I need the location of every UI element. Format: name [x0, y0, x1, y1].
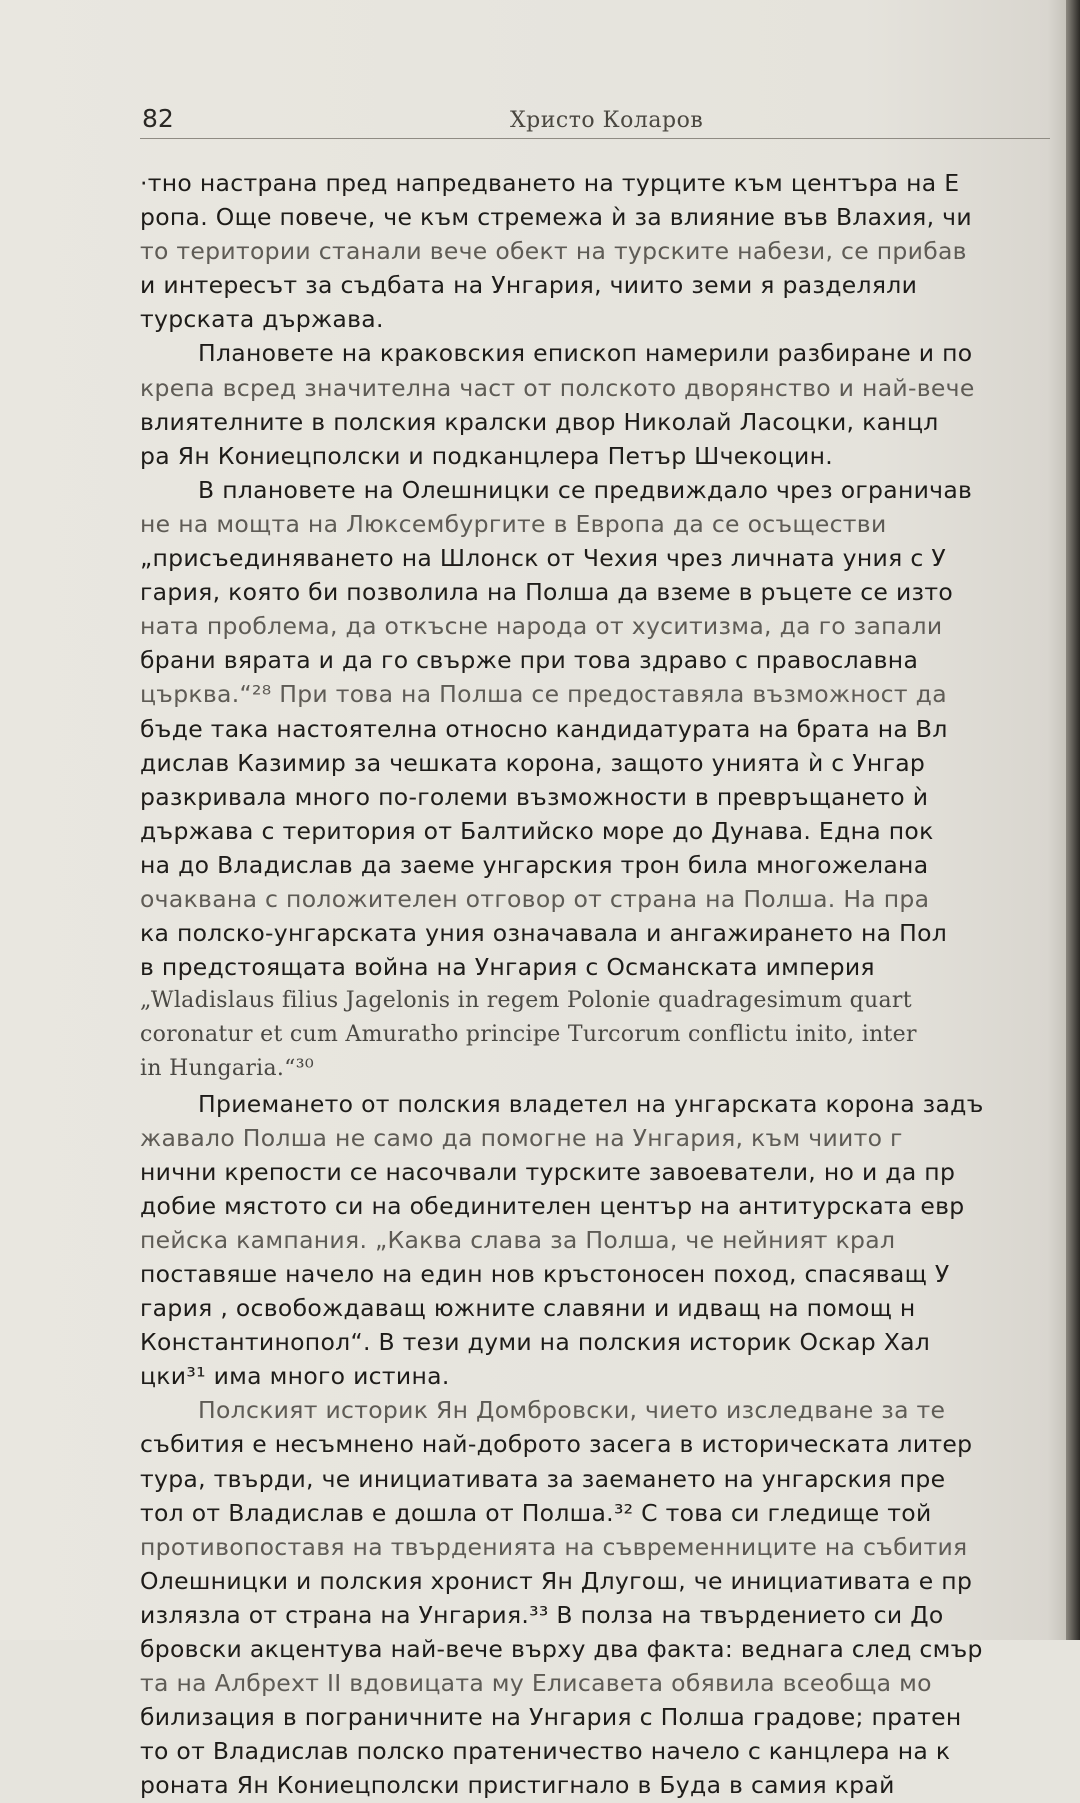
body-text — [140, 166, 1060, 1803]
text-line: та на Албрехт II вдовицата му Елисавета обявила всеобща мо — [140, 1669, 932, 1698]
text-line: Полският историк Ян Домбровски, чието изследване за те — [198, 1396, 946, 1425]
text-line: Константинопол“. В тези думи на полския историк Оскар Хал — [140, 1328, 931, 1357]
text-line: цки³¹ има много истина. — [140, 1362, 450, 1391]
text-line: пейска кампания. „Каква слава за Полша, че нейният крал — [140, 1225, 896, 1254]
text-line: брани вярата и да го свърже при това здраво с православна — [140, 646, 919, 675]
page-number: 82 — [142, 104, 174, 133]
text-line: роната Ян Кониецполски пристигнало в Буда в самия край — [140, 1771, 895, 1800]
text-line: очаквана с положителен отговор от страна на Полша. На пра — [140, 884, 930, 913]
text-line: противопоставя на твърденията на съвременниците на събития — [140, 1532, 968, 1561]
text-line: В плановете на Олешницки се предвиждало чрез ограничав — [198, 475, 973, 504]
text-line: не на мощта на Люксембургите в Европа да се осъществи — [140, 509, 887, 538]
text-line: „присъединяването на Шлонск от Чехия чрез личната уния с У — [140, 544, 946, 573]
text-line: поставяше начело на един нов кръстоносен поход, спасяващ У — [140, 1260, 950, 1288]
text-line: то от Владислав полско пратеничество начело с канцлера на к — [140, 1737, 951, 1766]
page-header — [140, 104, 1060, 152]
text-line: бровски акцентува най-вече върху два факта: веднага след смър — [140, 1635, 983, 1664]
text-line: влиятелните в полския кралски двор Николай Ласоцки, канцл — [140, 407, 939, 436]
text-line: in Hungaria.“³⁰ — [140, 1056, 314, 1082]
running-title: Христо Коларов — [510, 108, 704, 133]
text-line: тура, твърди, че инициативата за заемането на унгарския пре — [140, 1464, 946, 1493]
text-line: събития е несъмнено най-доброто засега в историческата литер — [140, 1430, 973, 1459]
text-line: жавало Полша не само да помогне на Унгария, към чиито г — [140, 1123, 903, 1152]
text-line: в предстоящата война на Унгария с Османската империя — [140, 953, 875, 982]
text-line: турската държава. — [140, 305, 384, 334]
text-line: нични крепости се насочвали турските завоеватели, но и да пр — [140, 1157, 956, 1186]
text-line: излязла от страна на Унгария.³³ В полза на твърдението си До — [140, 1600, 944, 1629]
text-line: то територии станали вече обект на турските набези, се прибав — [140, 237, 967, 266]
text-line: държава с територия от Балтийско море до Дунава. Една пок — [140, 816, 934, 845]
text-line: дислав Казимир за чешката корона, защото унията ѝ с Унгар — [140, 748, 926, 777]
text-line: тол от Владислав е дошла от Полша.³² С това си гледище той — [140, 1498, 932, 1527]
text-line: на до Владислав да заеме унгарския трон била многожелана — [140, 850, 929, 879]
text-line: гария , освобождаващ южните славяни и идващ на помощ н — [140, 1294, 916, 1323]
text-line: „Wladislaus filius Jagelonis in regem Polonie quadragesimum quart — [140, 988, 912, 1014]
header-rule — [140, 138, 1050, 139]
text-line: ра Ян Кониецполски и подканцлера Петър Шчекоцин. — [140, 441, 834, 470]
text-line: Приемането от полския владетел на унгарската корона задъ — [198, 1089, 984, 1118]
text-line: църква.“²⁸ При това на Полша се предоставяла възможност да — [140, 680, 947, 709]
text-line: Плановете на краковския епископ намерили разбиране и по — [198, 339, 973, 368]
text-line: добие мястото си на обединителен център на антитурската евр — [140, 1191, 965, 1220]
text-line: бъде така настоятелна относно кандидатурата на брата на Вл — [140, 714, 948, 743]
text-line: ропа. Още повече, че към стремежа ѝ за влияние във Влахия, чи — [140, 203, 972, 232]
text-line: ната проблема, да откъсне народа от хуситизма, да го запали — [140, 612, 943, 641]
text-line: и интересът за съдбата на Унгария, чиито земи я разделяли — [140, 271, 918, 300]
text-line: гария, която би позволила на Полша да вземе в ръцете се изто — [140, 578, 953, 607]
text-line: билизация в пограничните на Унгария с Полша градове; пратен — [140, 1703, 962, 1732]
text-line: Олешницки и полския хронист Ян Длугош, че инициативата е пр — [140, 1566, 973, 1595]
text-line: крепа всред значителна част от полското дворянство и най-вече — [140, 373, 975, 402]
text-line: coronatur et cum Amuratho principe Turcorum conflictu inito, inter — [140, 1022, 917, 1048]
text-line: ·тно настрана пред напредването на турците към центъра на Е — [140, 169, 960, 197]
text-line: ка полско-унгарската уния означавала и ангажирането на Пол — [140, 919, 948, 948]
text-line: разкривала много по-големи възможности в превръщането ѝ — [140, 782, 929, 811]
page-edge-shadow — [1066, 0, 1080, 1640]
